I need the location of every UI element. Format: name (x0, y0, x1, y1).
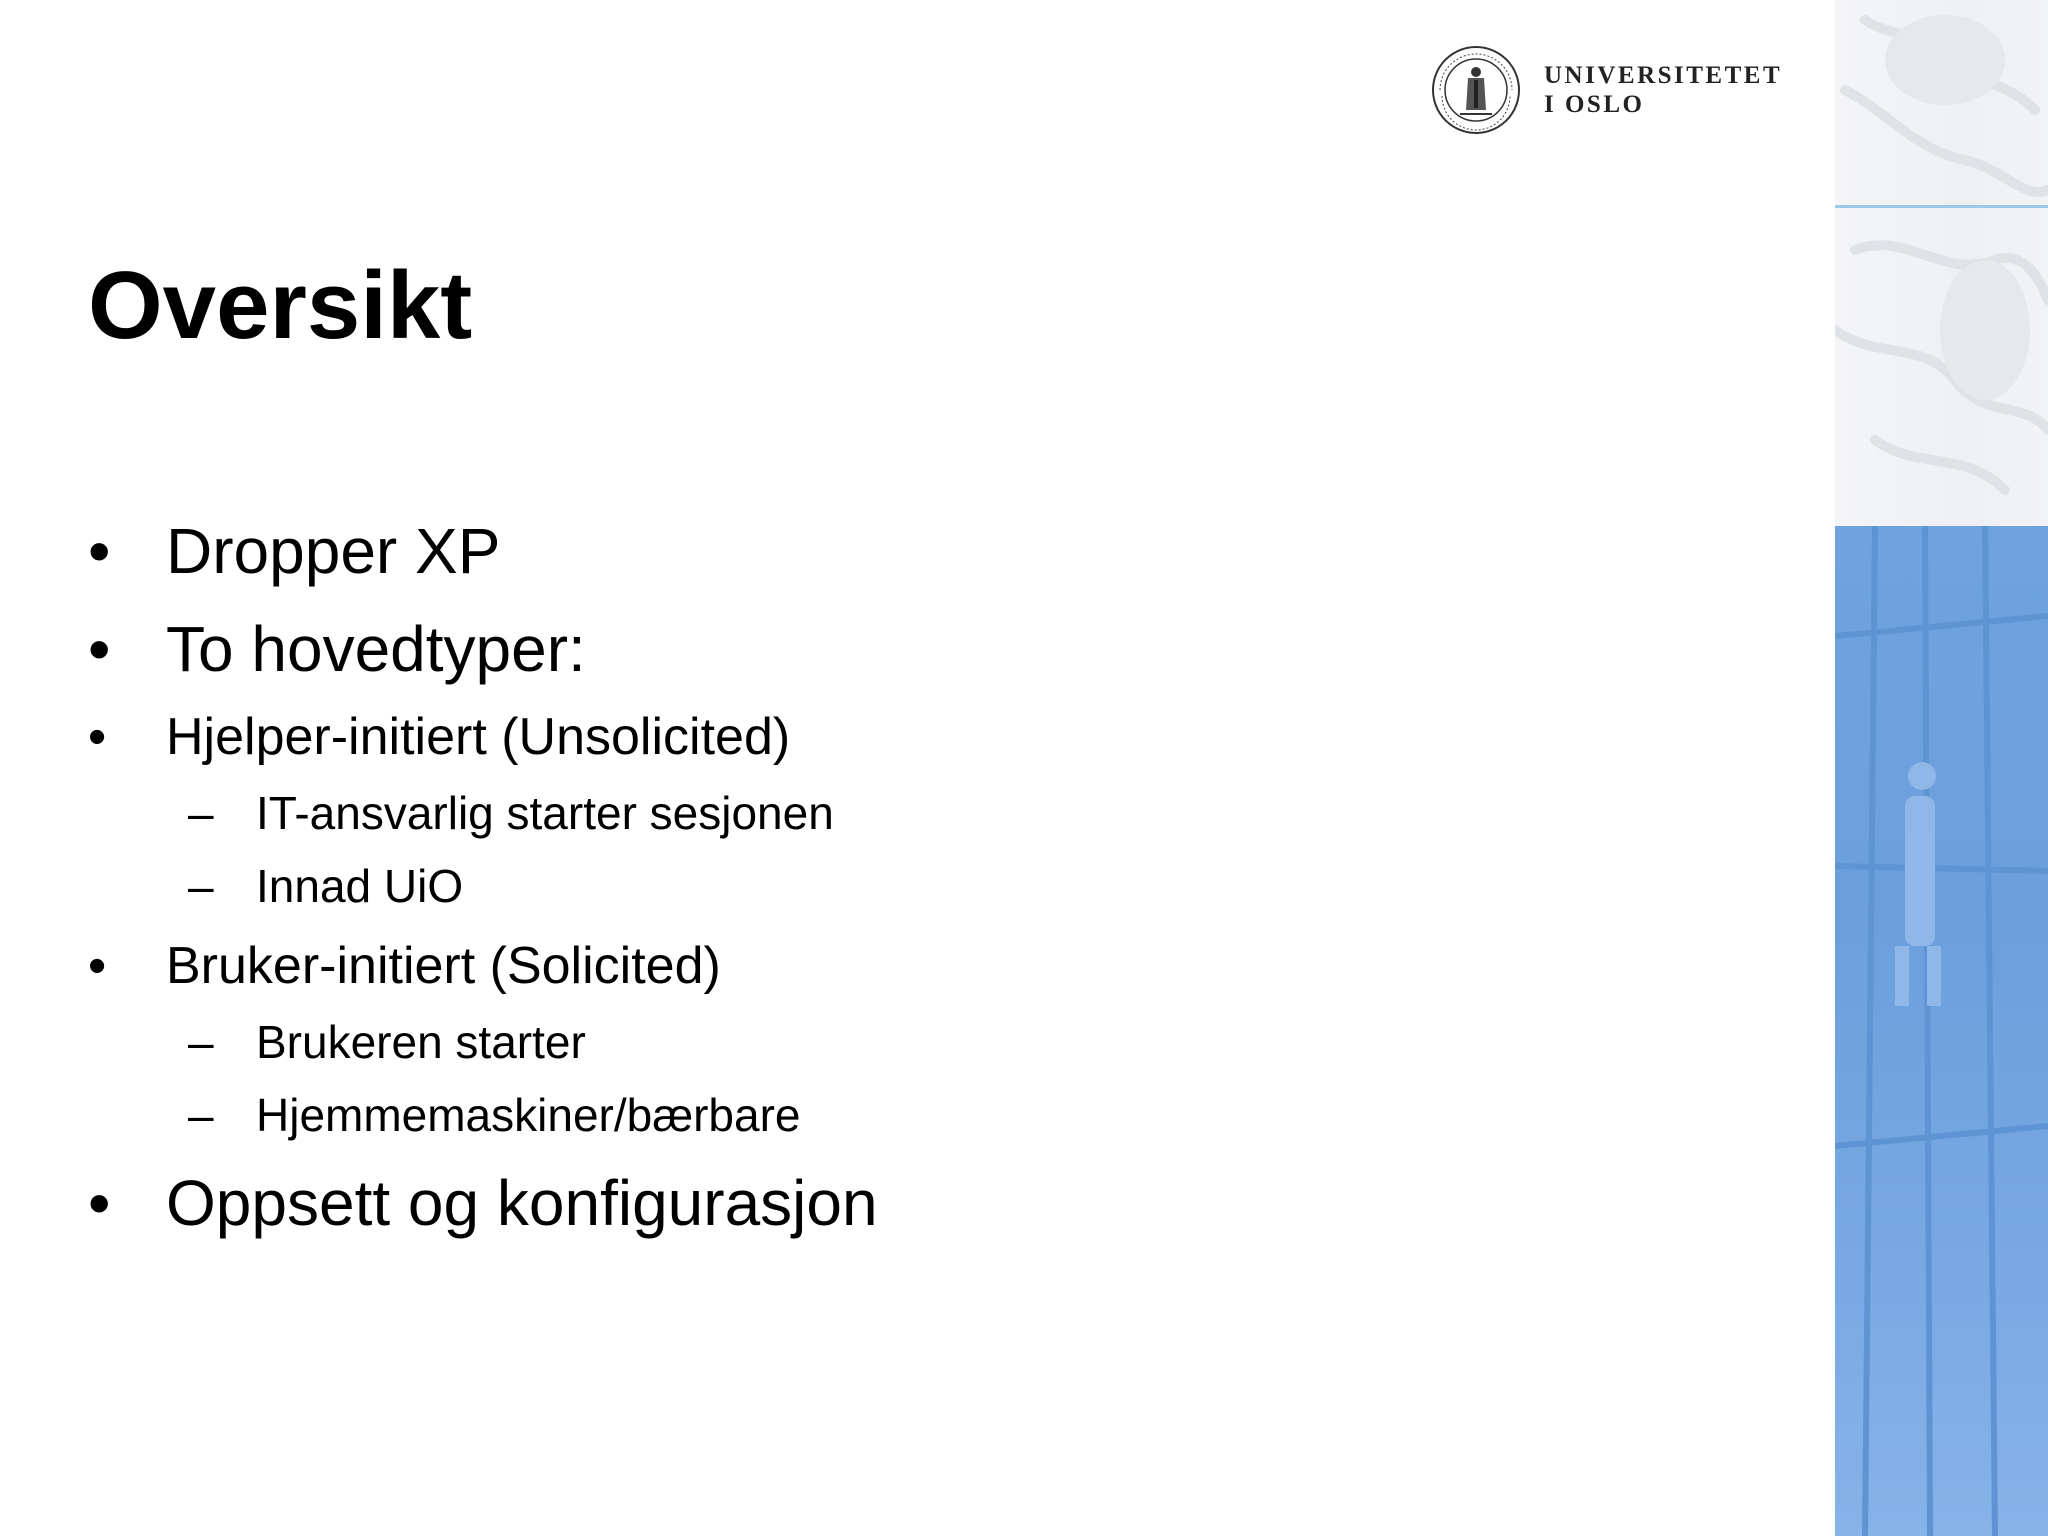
bullet-marker: • (88, 1167, 111, 1239)
bullet-text: Oppsett og konfigurasjon (166, 1167, 878, 1239)
logo-text-line1: UNIVERSITETET (1544, 62, 1783, 89)
university-seal-icon (1430, 44, 1522, 136)
university-logo (1430, 44, 1782, 136)
bullet-text: Dropper XP (166, 515, 501, 587)
blue-statue-photo (1835, 526, 2048, 1536)
decorative-side-panel (1835, 0, 2048, 1536)
faded-sculpture-image (1835, 0, 2048, 526)
bullet-marker: • (88, 613, 111, 685)
bullet-marker: • (88, 937, 107, 995)
panel-divider-line (1835, 205, 2048, 208)
bullet-text: Hjelper-initiert (Unsolicited) (166, 708, 791, 766)
slide-title: Oversikt (88, 252, 473, 359)
bullet-text: Bruker-initiert (Solicited) (166, 937, 721, 995)
sub-bullet-text: Innad UiO (256, 860, 464, 912)
sub-bullet-marker: – (188, 787, 214, 839)
bullet-text: To hovedtyper: (166, 613, 586, 685)
bullet-marker: • (88, 708, 107, 766)
bullet-marker: • (88, 515, 111, 587)
sub-bullet-marker: – (188, 1016, 214, 1068)
sub-bullet-text: Hjemmemaskiner/bærbare (256, 1089, 801, 1141)
sub-bullet-text: Brukeren starter (256, 1016, 586, 1068)
logo-text-line2: I OSLO (1544, 91, 1645, 118)
sub-bullet-text: IT-ansvarlig starter sesjonen (256, 787, 834, 839)
sub-bullet-marker: – (188, 860, 214, 912)
sub-bullet-marker: – (188, 1089, 214, 1141)
